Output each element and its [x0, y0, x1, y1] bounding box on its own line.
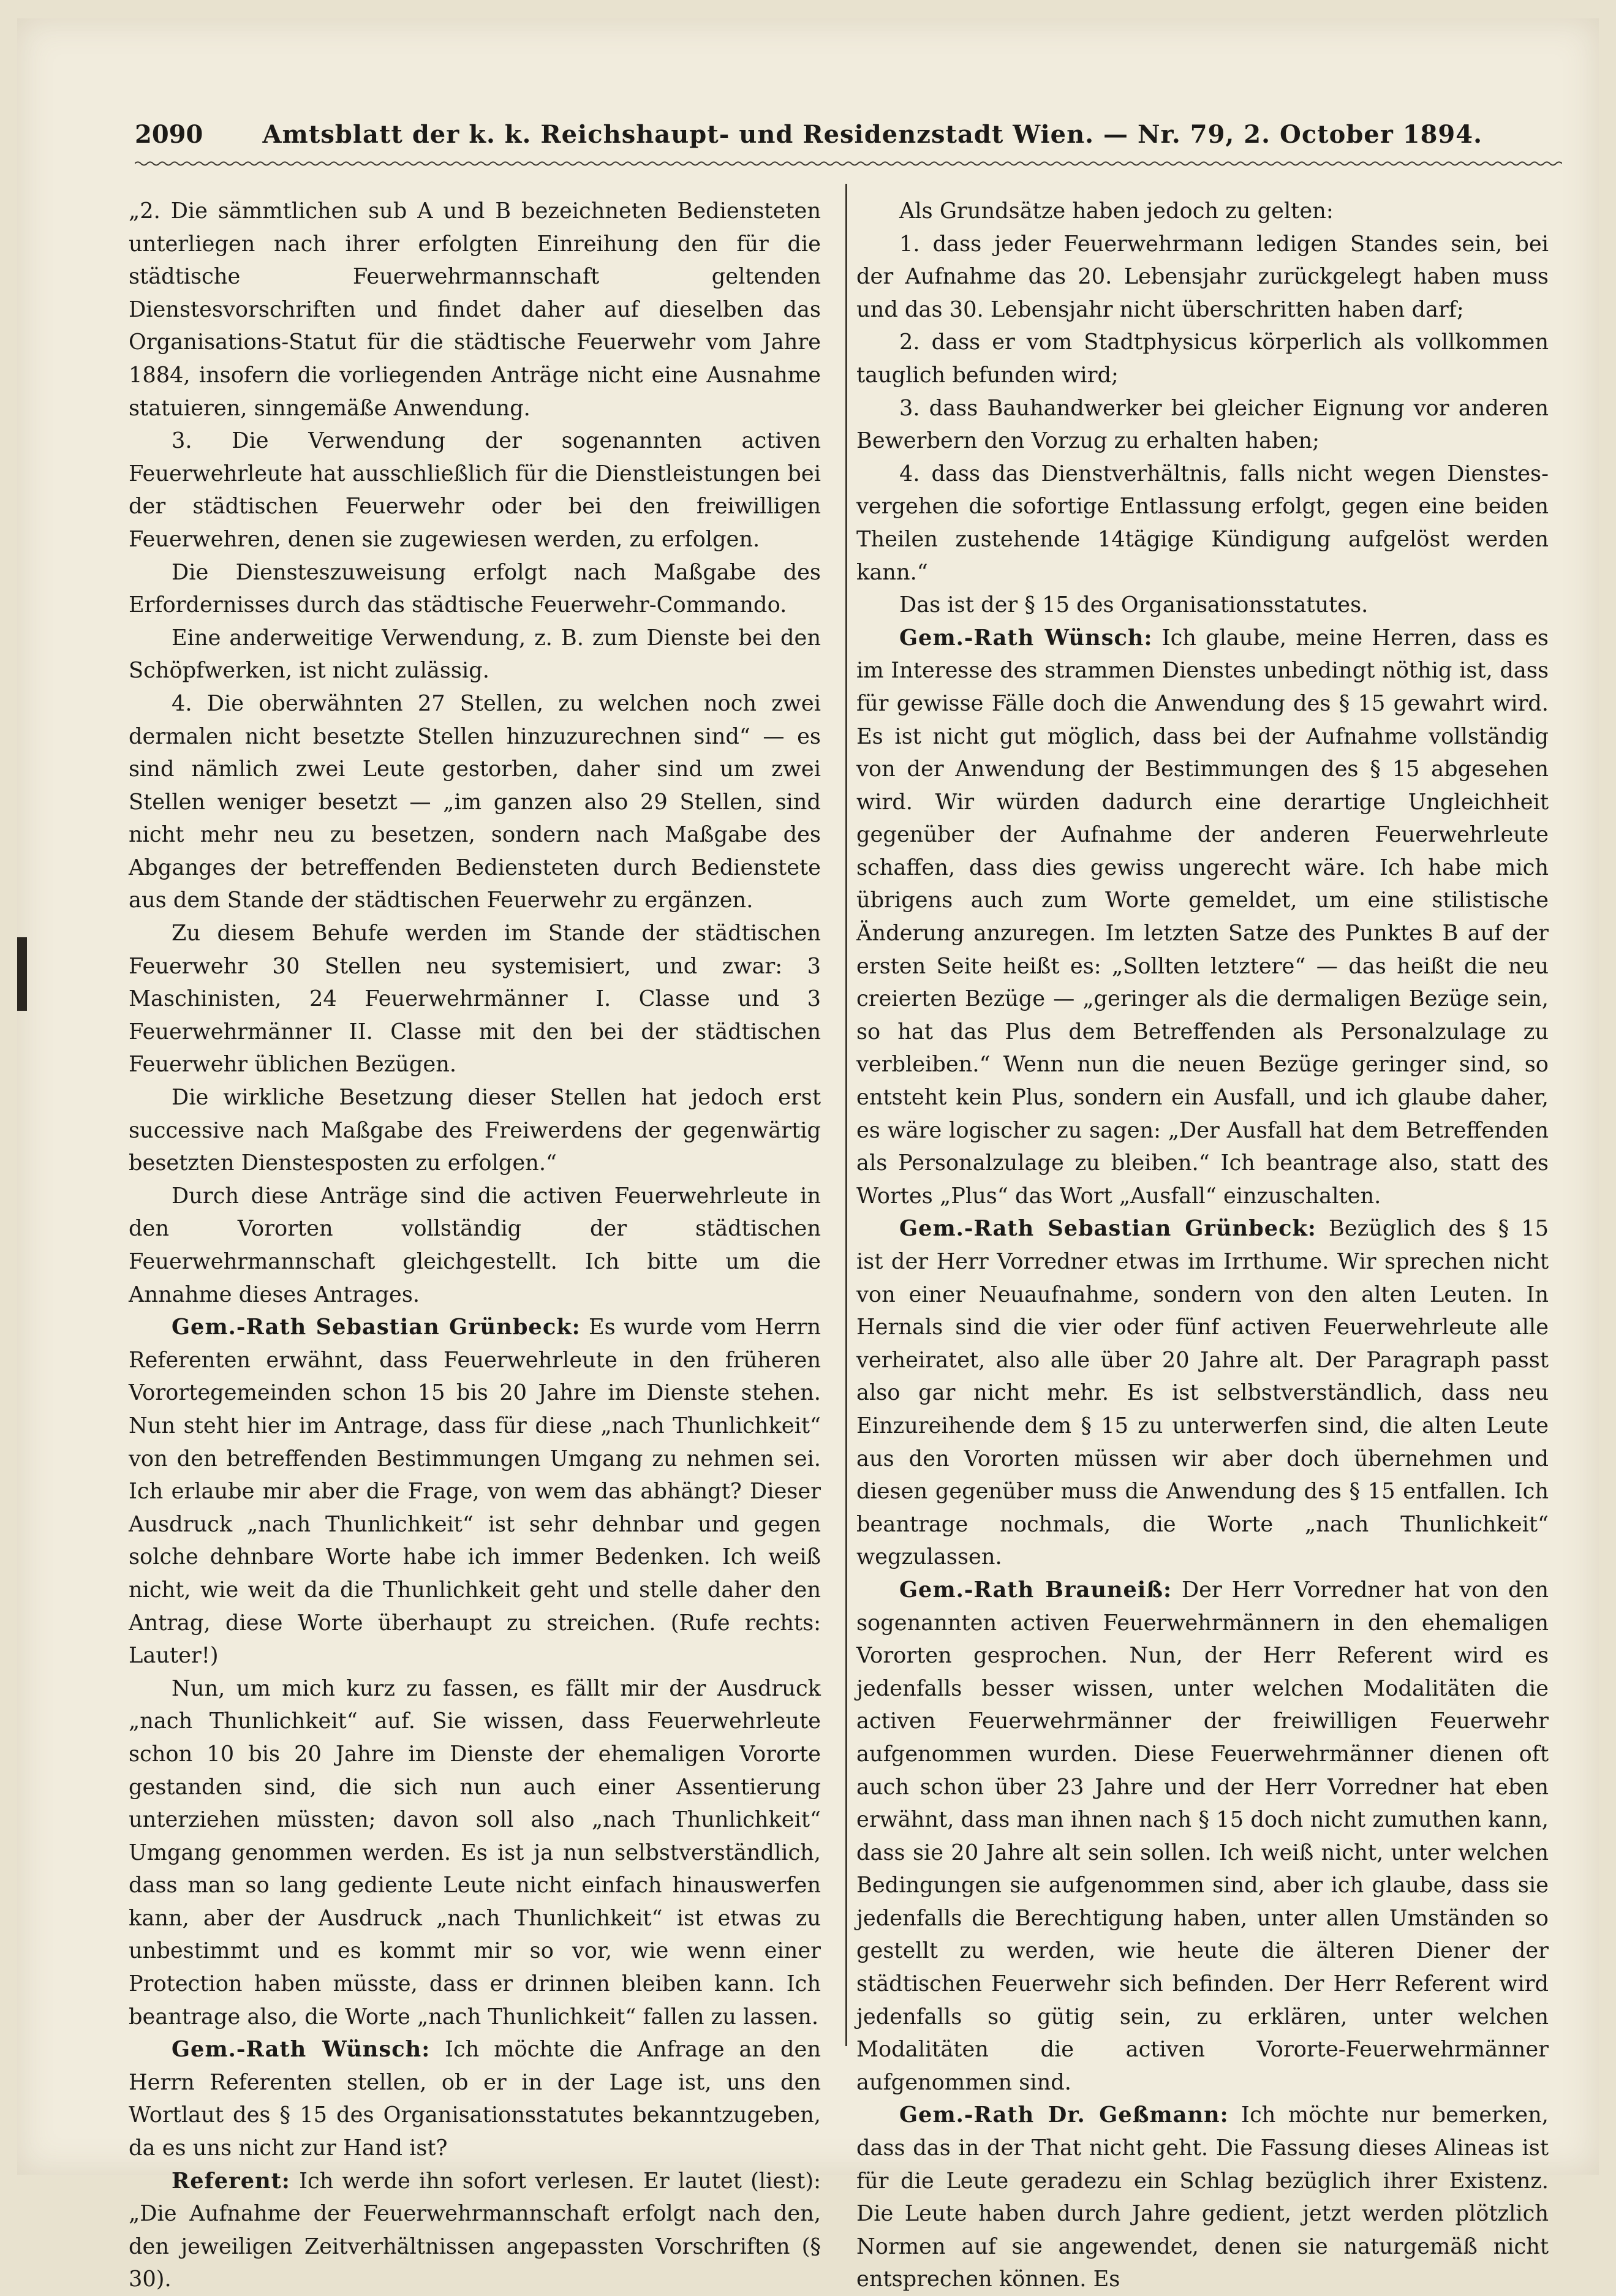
paragraph: 3. Die Verwendung der sogenannten activen Feuerwehrleute hat ausschließlich für die Dienstleistungen bei der städtischen Feuerwehr oder bei den freiwilligen Feuerwehren, denen sie zugewiesen werden, zu erfolgen. — [129, 428, 821, 552]
speaker-name: Gem.-Rath Wünsch: — [899, 625, 1153, 651]
speaker-name: Gem.-Rath Brauneiß: — [899, 1577, 1172, 1603]
speech-paragraph: Gem.-Rath Sebastian Grünbeck: Es wurde vom Herrn Referenten erwähnt, dass Feuerwehrleute in den früheren Vorortegemeinden schon 15 bis 20 Jahre im Dienste stehen. Nun steht hier im Antrage, dass für diese „nach Thunlichkeit“ von den betreffenden Bestimmungen Umgang zu nehmen sei. Ich erlaube mir aber die Frage, von wem das abhängt? Dieser Ausdruck „nach Thunlichkeit“ ist sehr dehnbar und gegen solche dehnbare Worte habe ich immer Bedenken. Ich weiß nicht, wie weit da die Thunlichkeit geht und stelle daher den Antrag, diese Worte überhaupt zu streichen. (Rufe rechts: Lauter!) — [129, 1315, 821, 1669]
page-edge-shadow — [17, 937, 27, 1011]
paragraph: 2. dass er vom Stadtphysicus körperlich als vollkommen tauglich befunden wird; — [856, 330, 1549, 388]
speaker-name: Referent: — [172, 2168, 290, 2194]
paragraph: 1. dass jeder Feuerwehrmann ledigen Standes sein, bei der Aufnahme das 20. Lebensjahr zurückgelegt haben muss und das 30. Lebensjahr nicht überschritten haben darf; — [856, 231, 1549, 322]
speech-paragraph: Gem.-Rath Wünsch: Ich glaube, meine Herren, dass es im Interesse des strammen Dienstes unbedingt nöthig ist, dass für gewisse Fälle doch die Anwendung des § 15 gewahrt wird. Es ist nicht gut möglich, dass bei der Aufnahme vollständig von der Anwendung der Bestimmungen des § 15 abgesehen wird. Wir würden dadurch eine derartige Ungleichheit gegenüber der Aufnahme der anderen Feuerwehrleute schaffen, dass dies gewiss ungerecht wäre. Ich habe mich übrigens auch zum Worte gemeldet, um eine stilistische Änderung anzuregen. Im letzten Satze des Punktes B auf der ersten Seite heißt es: „Sollten letztere“ — das heißt die neu creierten Bezüge — „geringer als die dermaligen Bezüge sein, so hat das Plus dem Betreffenden als Personalzulage zu verbleiben.“ Wenn nun die neuen Bezüge geringer sind, so entsteht kein Plus, sondern ein Ausfall, und ich glaube daher, es wäre logischer zu sagen: „Der Ausfall hat dem Betreffenden als Personalzulage zu bleiben.“ Ich beantrage also, statt des Wortes „Plus“ das Wort „Ausfall“ einzuschalten. — [856, 625, 1549, 1209]
speech-paragraph: Gem.-Rath Sebastian Grünbeck: Bezüglich des § 15 ist der Herr Vorredner etwas im Irrthume. Wir sprechen nicht von einer Neuaufnahme, sondern von den alten Leuten. In Hernals sind die vier oder fünf activen Feuerwehrleute alle verheiratet, also alle über 20 Jahre alt. Der Paragraph passt also gar nicht mehr. Es ist selbstverständlich, dass neu Einzureihende dem § 15 zu unterwerfen sind, die alten Leute aus den Vororten müssen wir aber doch übernehmen und diesen gegenüber muss die Anwendung des § 15 entfallen. Ich beantrage nochmals, die Worte „nach Thunlichkeit“ wegzulassen. — [856, 1216, 1549, 1570]
speech-paragraph: Gem.-Rath Wünsch: Ich möchte die Anfrage an den Herrn Referenten stellen, ob er in der Lage ist, uns den Wortlaut des § 15 des Organisationsstatutes bekanntzugeben, da es uns nicht zur Hand ist? — [129, 2037, 821, 2161]
column-divider — [845, 184, 847, 2046]
running-title: Amtsblatt der k. k. Reichshaupt- und Residenzstadt Wien. — Nr. 79, 2. October 1894. — [262, 120, 1482, 149]
paragraph: Eine anderweitige Verwendung, z. B. zum Dienste bei den Schöpfwerken, ist nicht zulässig. — [129, 625, 821, 684]
page-header — [135, 120, 1482, 157]
paragraph: „2. Die sämmtlichen sub A und B bezeichneten Bediensteten unterliegen nach ihrer erfolgten Einreihung den für die städtische Feuerwehrmannschaft geltenden Dienstesvorschriften und findet daher auf dieselben das Organisations-Statut für die städtische Feuerwehr vom Jahre 1884, insofern die vorliegenden Anträge nicht eine Ausnahme statuieren, sinngemäße Anwendung. — [129, 198, 821, 421]
paragraph: 4. Die oberwähnten 27 Stellen, zu welchen noch zwei dermalen nicht besetzte Stellen hinzuzurechnen sind“ — es sind nämlich zwei Leute gestorben, daher sind um zwei Stellen weniger besetzt — „im ganzen also 29 Stellen, sind nicht mehr neu zu besetzen, sondern nach Maßgabe des Abganges der betreffenden Bediensteten durch Bedienstete aus dem Stande der städtischen Feuerwehr zu ergänzen. — [129, 690, 821, 913]
paragraph: Als Grundsätze haben jedoch zu gelten: — [899, 198, 1334, 224]
paragraph: Zu diesem Behufe werden im Stande der städtischen Feuerwehr 30 Stellen neu systemisiert, und zwar: 3 Maschinisten, 24 Feuerwehrmänner I. Classe und 3 Feuerwehrmänner II. Classe mit den bei der städtischen Feuerwehr üblichen Bezügen. — [129, 921, 821, 1078]
speaker-name: Gem.-Rath Dr. Geßmann: — [899, 2102, 1229, 2128]
speaker-name: Gem.-Rath Sebastian Grünbeck: — [899, 1216, 1316, 1242]
right-column — [856, 195, 1549, 2296]
paragraph: Durch diese Anträge sind die activen Feuerwehrleute in den Vororten vollständig der städtischen Feuerwehrmannschaft gleichgestellt. Ich bitte um die Annahme dieses Antrages. — [129, 1183, 821, 1307]
paragraph: Die wirkliche Besetzung dieser Stellen hat jedoch erst successive nach Maßgabe des Freiwerdens der gegenwärtig besetzten Dienstesposten zu erfolgen.“ — [129, 1085, 821, 1176]
paragraph: 3. dass Bauhandwerker bei gleicher Eignung vor anderen Bewerbern den Vorzug zu erhalten haben; — [856, 395, 1549, 454]
paragraph: Das ist der § 15 des Organisationsstatutes. — [899, 592, 1369, 618]
speech-paragraph: Referent: Ich werde ihn sofort verlesen. Er lautet (liest): „Die Aufnahme der Feuerwehrmannschaft erfolgt nach den, den jeweiligen Zeitverhältnissen angepassten Vorschriften (§ 30). — [129, 2168, 821, 2292]
page-number: 2090 — [135, 120, 203, 149]
paragraph: Nun, um mich kurz zu fassen, es fällt mir der Ausdruck „nach Thunlichkeit“ auf. Sie wissen, dass Feuerwehrleute schon 10 bis 20 Jahre im Dienste der ehemaligen Vororte gestanden sind, die sich nun auch einer Assentierung unterziehen müssten; davon soll also „nach Thunlichkeit“ Umgang genommen werden. Es ist ja nun selbstverständlich, dass man so lang gediente Leute nicht einfach hinauswerfen kann, aber der Ausdruck „nach Thunlichkeit“ ist etwas zu unbestimmt und es kommt mir so vor, wie wenn einer Protection haben müsste, dass er drinnen bleiben kann. Ich beantrage also, die Worte „nach Thunlichkeit“ fallen zu lassen. — [129, 1675, 821, 2030]
speaker-name: Gem.-Rath Sebastian Grünbeck: — [172, 1315, 581, 1340]
speech-paragraph: Gem.-Rath Dr. Geßmann: Ich möchte nur bemerken, dass das in der That nicht geht. Die Fassung dieses Alineas ist für die Leute geradezu ein Schlag bezüglich ihrer Existenz. Die Leute haben durch Jahre gedient, jetzt werden plötzlich Normen auf sie angewendet, denen sie naturgemäß nicht entsprechen können. Es — [856, 2102, 1549, 2292]
speech-paragraph: Gem.-Rath Brauneiß: Der Herr Vorredner hat von den sogenannten activen Feuerwehrmännern in den ehemaligen Vororten gesprochen. Nun, der Herr Referent wird es jedenfalls besser wissen, unter welchen Modalitäten die activen Feuerwehrmänner der freiwilligen Feuerwehr aufgenommen wurden. Diese Feuerwehrmänner dienen oft auch schon über 23 Jahre und der Herr Vorredner hat eben erwähnt, dass man ihnen nach § 15 doch nicht zumuthen kann, dass sie 20 Jahre alt sein sollen. Ich weiß nicht, unter welchen Bedingungen sie aufgenommen sind, aber ich glaube, dass sie jedenfalls die Berechtigung haben, unter allen Umständen so gestellt zu werden, wie heute die älteren Diener der städtischen Feuerwehr sich befinden. Der Herr Referent wird jedenfalls so gütig sein, zu erklären, unter welchen Modalitäten die activen Vororte-Feuerwehrmänner aufgenommen sind. — [856, 1577, 1549, 2095]
header-wavy-rule — [135, 160, 1562, 167]
speaker-name: Gem.-Rath Wünsch: — [172, 2037, 431, 2063]
paragraph: 4. dass das Dienstverhältnis, falls nicht wegen Dienstesvergehen die sofortige Entlassung erfolgt, gegen eine beiden Theilen zustehende 14tägige Kündigung aufgelöst werden kann.“ — [856, 461, 1549, 585]
paragraph: Die Diensteszuweisung erfolgt nach Maßgabe des Erfordernisses durch das städtische Feuerwehr-Commando. — [129, 559, 821, 618]
left-column — [129, 195, 821, 2296]
